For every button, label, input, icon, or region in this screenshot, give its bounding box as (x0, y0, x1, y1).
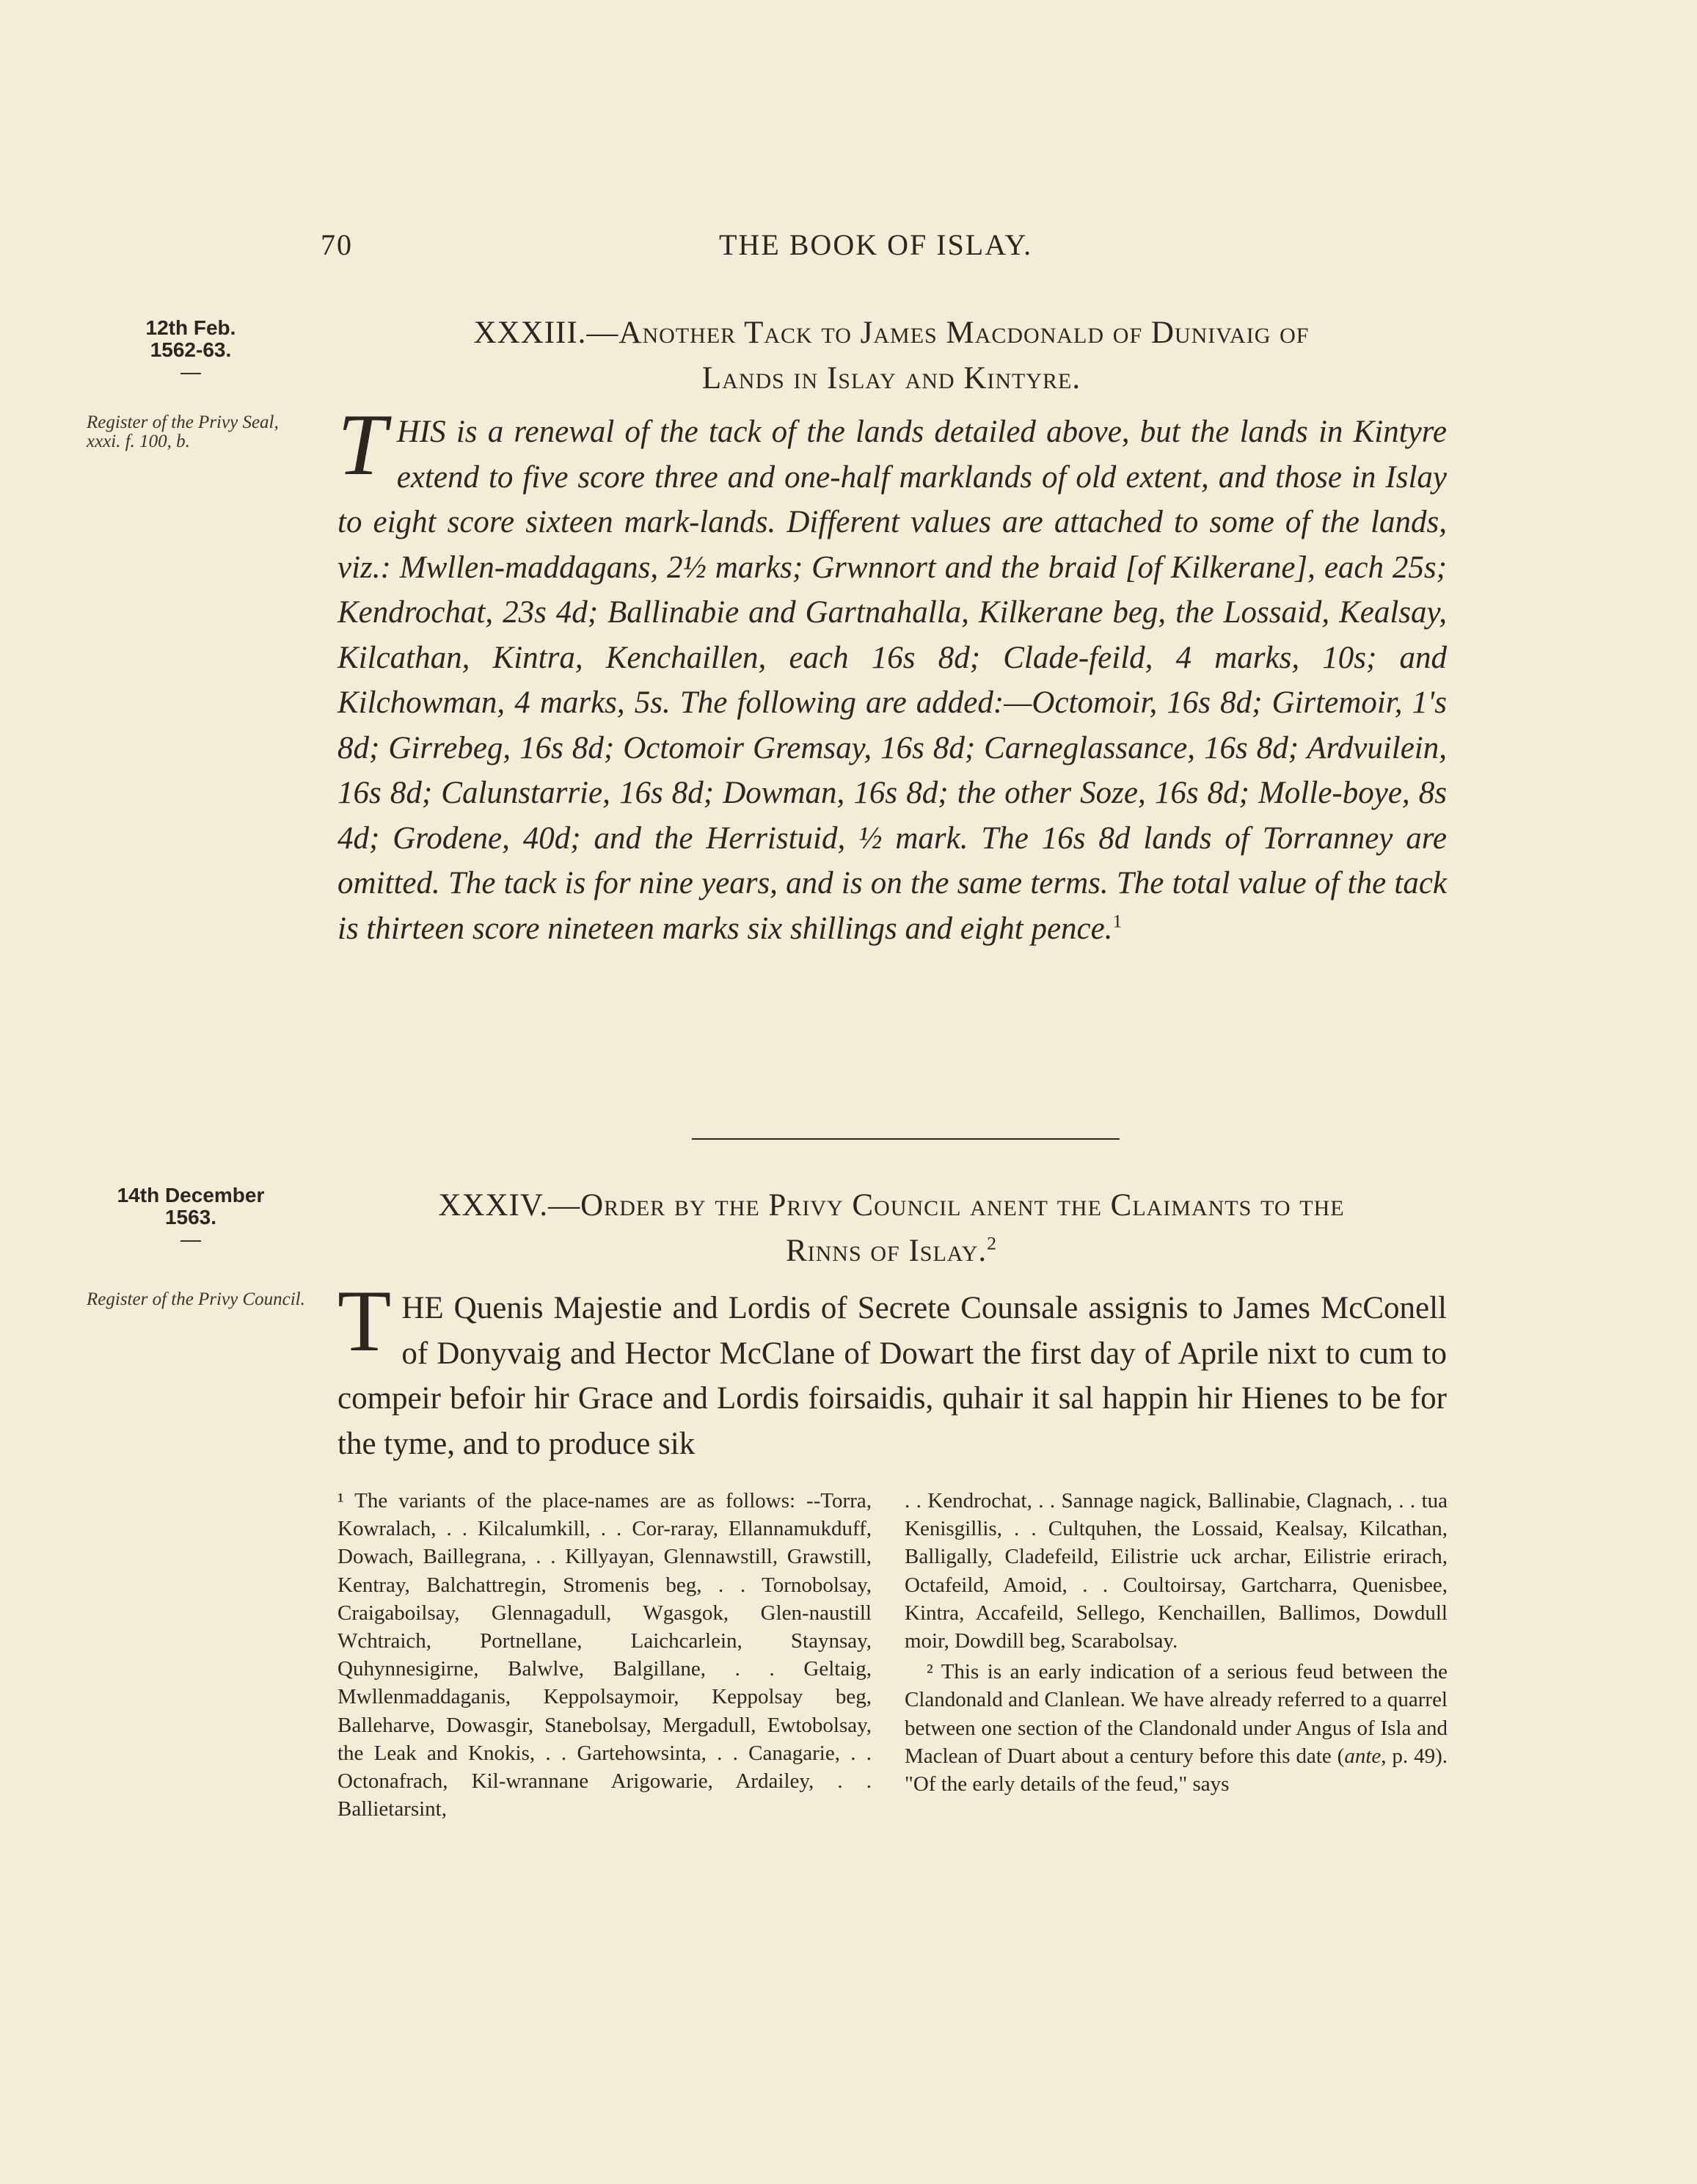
section-date (81, 317, 301, 383)
footnote-column-right (905, 1487, 1448, 1798)
drop-cap: T (337, 396, 387, 493)
heading-line: XXXIII.—Another Tack to James Macdonald of Dunivaig of (473, 316, 1310, 350)
drop-cap: T (337, 1272, 392, 1369)
date-line: 12th Feb. (145, 316, 236, 339)
heading-subline-wrap (334, 1228, 1449, 1274)
running-header (0, 228, 1697, 272)
footnote-ref[interactable]: 1 (1112, 910, 1123, 932)
body-text: HIS is a renewal of the tack of the lands detailed above, but the lands in Kintyre extend to five score three and one-half marklands of old extent, and those in Islay to eight score sixteen mark-lands. Different values are attached to some of the lands, viz.: Mwllen-maddagans, 2½ marks; Grwnnort and the braid [of Kilkerane], each 25s; Kendrochat, 23s 4d; Ballinabie and Gartnahalla, Kilkerane beg, the Lossaid, Kealsay, Kilcathan, Kintra, Kenchaillen, each 16s 8d; Clade-feild, 4 marks, 10s; and Kilchowman, 4 marks, 5s. The following are added:—Octomoir, 16s 8d; Girtemoir, 1's 8d; Girrebeg, 16s 8d; Octomoir Gremsay, 16s 8d; Carneglassance, 16s 8d; Ardvuilein, 16s 8d; Calunstarrie, 16s 8d; Dowman, 16s 8d; the other Soze, 16s 8d; Molle-boye, 8s 4d; Grodene, 40d; and the Herristuid, ½ mark. The 16s 8d lands of Torranney are omitted. The tack is for nine years, and is on the same terms. The total value of the tack is thirteen score nineteen marks six shillings and eight pence. (337, 415, 1447, 946)
section-date (81, 1184, 301, 1251)
heading-subline: Rinns of Islay. (785, 1234, 988, 1268)
footnote-2 (905, 1658, 1448, 1798)
date-line: 14th December (117, 1184, 265, 1206)
date-dash: — (180, 360, 201, 383)
section-heading (334, 1183, 1449, 1274)
date-dash: — (180, 1228, 201, 1251)
date-year: 1562-63. (150, 338, 232, 361)
footnote-ref[interactable]: 2 (987, 1232, 998, 1254)
source-note: Register of the Privy Council. (87, 1289, 305, 1309)
section-body (337, 396, 1447, 951)
footnote-2-text: ² This is an early indication of a serious feud between the Clandonald and Clanlean. We have already referred to a quarrel between one section of the Clandonald under Angus of Isla and Maclean of Duart about a century before this date ( (905, 1660, 1448, 1768)
section-divider (692, 1138, 1120, 1140)
footnote-2-text-end: , p. 49). "Of the early details of the feud," says (905, 1744, 1448, 1797)
heading-line: XXXIV.—Order by the Privy Council anent the Claimants to the (438, 1188, 1345, 1223)
body-text: HE Quenis Majestie and Lordis of Secrete Counsale assignis to James McConell of Donyvaig and Hector McClane of Dowart the first day of Aprile nixt to cum to compeir befoir hir Grace and Lordis foirsaidis, quhair it sal happin hir Hienes to be for the tyme, and to produce sik (337, 1291, 1447, 1461)
footnote-1-left: ¹ The variants of the place-names are as follows: --Torra, Kowralach, . . Kilcalumkill, . . Cor-raray, Ellannamukduff, Dowach, Baillegrana, . . Killyayan, Glennawstill, Grawstill, Kentray, Balchattregin, Stromenis beg, . . Tornobolsay, Craigaboilsay, Glennagadull, Wgasgok, Glen-naustill Wchtraich, Portnellane, Laichcarlein, Staynsay, Quhynnesigirne, Balwlve, Balgillane, . . Geltaig, Mwllenmaddaganis, Keppolsaymoir, Keppolsay beg, Balleharve, Dowasgir, Stanebolsay, Mergadull, Ewtobolsay, the Leak and Knokis, . . Gartehowsinta, . . Canagarie, . . Octonafrach, Kil-wrannane Arigowarie, Ardailey, . . Ballietarsint, (337, 1489, 872, 1821)
page-number: 70 (321, 228, 353, 261)
heading-subline: Lands in Islay and Kintyre. (701, 361, 1081, 396)
running-title: THE BOOK OF ISLAY. (719, 228, 1033, 261)
section-heading (334, 310, 1449, 401)
date-year: 1563. (164, 1206, 217, 1228)
footnote-2-ante: ante (1344, 1744, 1382, 1768)
source-note: Register of the Privy Seal, xxxi. f. 100, b. (87, 412, 279, 451)
section-body (337, 1272, 1447, 1466)
footnote-1-continued: . . Kendrochat, . . Sannage nagick, Ballinabie, Clagnach, . . tua Kenisgillis, . . Cultquhen, the Lossaid, Kealsay, Kilcathan, Balligally, Cladefeild, Eilistrie uck archar, Eilistrie erirach, Octafeild, Amoid, . . Coultoirsay, Gartcharra, Quenisbee, Kintra, Accafeild, Sellego, Kenchaillen, Ballimos, Dowdull moir, Dowdill beg, Scarabolsay. (905, 1489, 1448, 1653)
